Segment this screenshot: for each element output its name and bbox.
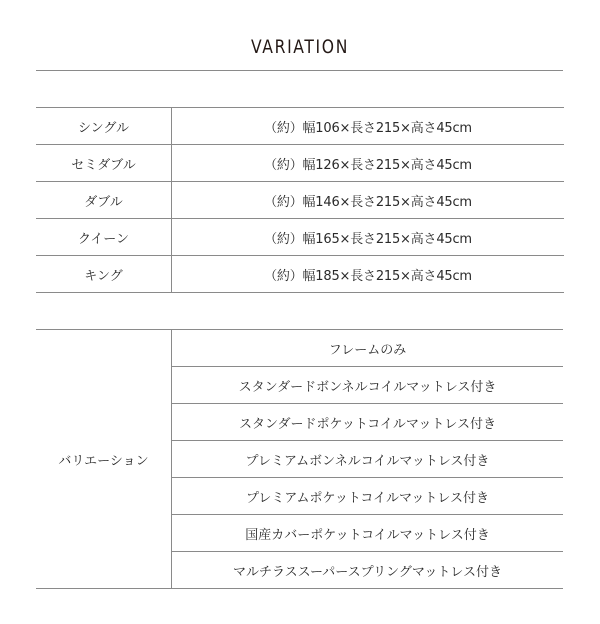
variation-option: マルチラススーパースプリングマットレス付き <box>172 552 564 589</box>
table-row <box>36 145 564 182</box>
size-dimensions: （約）幅165×長さ215×高さ45cm <box>172 219 565 256</box>
size-name: クイーン <box>36 219 172 256</box>
size-name: ダブル <box>36 182 172 219</box>
table-row <box>36 256 564 293</box>
variation-option: 国産カバーポケットコイルマットレス付き <box>172 515 564 552</box>
variation-option: スタンダードポケットコイルマットレス付き <box>172 404 564 441</box>
size-dimensions: （約）幅126×長さ215×高さ45cm <box>172 145 565 182</box>
page-title: VARIATION <box>251 36 349 58</box>
variation-option: プレミアムボンネルコイルマットレス付き <box>172 441 564 478</box>
size-dimensions: （約）幅185×長さ215×高さ45cm <box>172 256 565 293</box>
variation-label: バリエーション <box>36 330 172 589</box>
size-dimensions: （約）幅106×長さ215×高さ45cm <box>172 108 565 145</box>
table-row <box>36 219 564 256</box>
variation-option: フレームのみ <box>172 330 564 367</box>
variation-option: スタンダードボンネルコイルマットレス付き <box>172 367 564 404</box>
size-table <box>36 107 564 293</box>
table-row <box>36 108 564 145</box>
variation-table <box>36 329 563 589</box>
size-name: シングル <box>36 108 172 145</box>
size-dimensions: （約）幅146×長さ215×高さ45cm <box>172 182 565 219</box>
size-name: セミダブル <box>36 145 172 182</box>
size-name: キング <box>36 256 172 293</box>
variation-option: プレミアムポケットコイルマットレス付き <box>172 478 564 515</box>
title-divider <box>36 70 563 71</box>
table-row <box>36 182 564 219</box>
table-row <box>36 330 563 367</box>
